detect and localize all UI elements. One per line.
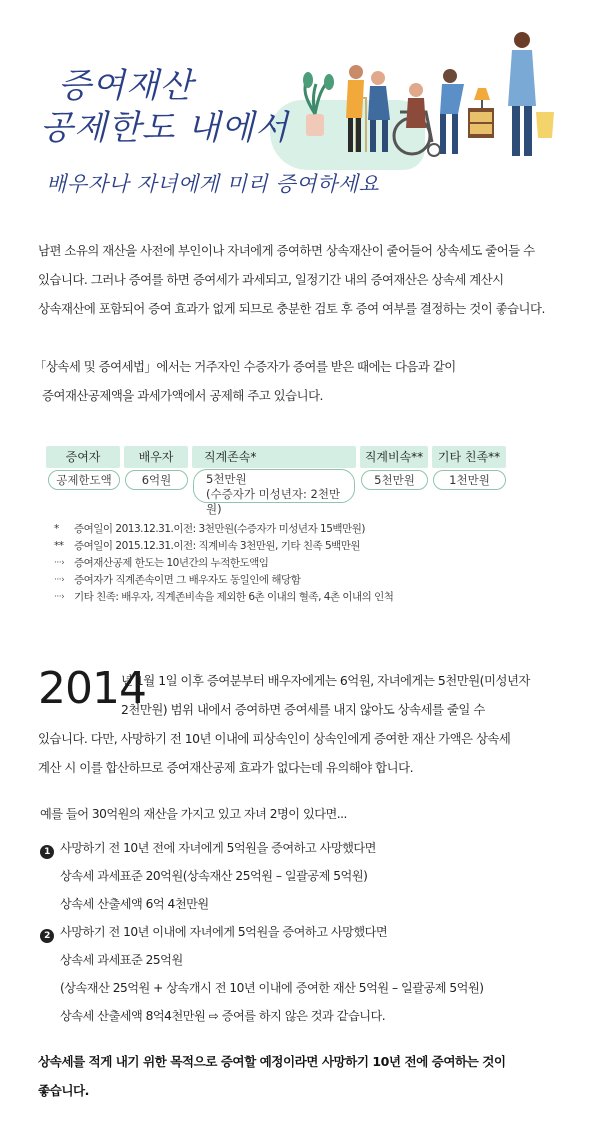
intro-line: 상속재산에 포함되어 증여 효과가 없게 되므로 충분한 검토 후 증여 여부를 결정하는 것이 좋습니다. — [38, 301, 545, 316]
footnote-mark: * — [54, 523, 59, 535]
table-cell-spouse: 6억원 — [125, 470, 188, 490]
arrow-icon: ···› — [54, 558, 65, 568]
case2-line: 상속세 과세표준 25억원 — [60, 953, 183, 967]
plant-icon — [303, 72, 334, 136]
footnote-item — [54, 589, 393, 606]
table-header-ascendant: 직계존속* — [192, 446, 356, 468]
hero-title-line1: 증여재산 — [58, 66, 194, 106]
footnote-item — [54, 555, 393, 572]
hero-title-line2: 공제한도 내에서 — [40, 108, 289, 148]
section2-line: 년 1월 1일 이후 증여분부터 배우자에게는 6억원, 자녀에게는 5천만원(미성년자 — [121, 673, 530, 688]
footnote-text: 기타 친족: 배우자, 직계존비속을 제외한 6촌 이내의 혈족, 4촌 이내의 인척 — [74, 591, 394, 603]
table-header-other-relatives: 기타 친족** — [432, 446, 506, 468]
example-intro: 예를 들어 30억원의 재산을 가지고 있고 자녀 2명이 있다면... — [40, 807, 347, 821]
intro-line: 남편 소유의 재산을 사전에 부인이나 자녀에게 증여하면 상속재산이 줄어들어 상속세도 줄어들 수 — [38, 243, 535, 258]
footnote-mark: ** — [54, 540, 64, 552]
footnotes — [54, 521, 393, 606]
number-badge-2: 2 — [40, 929, 54, 943]
conclusion-paragraph — [38, 1047, 573, 1105]
ascendant-minor-amount: (수증자가 미성년자: 2천만원) — [206, 487, 341, 516]
table-row-label: 공제한도액 — [48, 470, 120, 490]
ascendant-amount: 5천만원 — [206, 472, 247, 486]
table-header-descendant: 직계비속** — [360, 446, 428, 468]
footnote-text: 증여자가 직계존속이면 그 배우자도 동일인에 해당함 — [74, 574, 301, 586]
case2-line: (상속재산 25억원 + 상속개시 전 10년 이내에 증여한 재산 5억원 – 일괄공제 5억원) — [60, 981, 484, 995]
conclusion-line: 상속세를 적게 내기 위한 목적으로 증여할 예정이라면 사망하기 10년 전에 증여하는 것이 — [38, 1054, 506, 1069]
year-highlight: 2014 — [38, 663, 146, 714]
intro-line: 있습니다. 그러나 증여를 하면 증여세가 과세되고, 일정기간 내의 증여재산은 상속세 계산시 — [38, 272, 504, 287]
law-note-paragraph — [34, 352, 564, 410]
side-table-icon — [468, 88, 494, 138]
intro-paragraph — [38, 236, 568, 323]
section2-paragraph-top — [121, 666, 571, 724]
case1-line: 상속세 산출세액 6억 4천만원 — [60, 897, 209, 911]
case2-title-text: 사망하기 전 10년 이내에 자녀에게 5억원을 증여하고 사망했다면 — [60, 925, 388, 939]
footnote-text: 증여일이 2015.12.31.이전: 직계비속 3천만원, 기타 친족 5백만원 — [74, 540, 361, 552]
example-section — [40, 800, 570, 1030]
case1-title-text: 사망하기 전 10년 전에 자녀에게 5억원을 증여하고 사망했다면 — [60, 841, 376, 855]
section2-line: 있습니다. 다만, 사망하기 전 10년 이내에 피상속인이 상속인에게 증여한 재산 가액은 상속세 — [38, 731, 511, 746]
hero-banner — [0, 0, 600, 215]
woman-with-bag-figure — [508, 32, 554, 156]
conclusion-line: 좋습니다. — [38, 1083, 89, 1098]
section2-line: 계산 시 이를 합산하므로 증여재산공제 효과가 없다는데 유의해야 합니다. — [38, 760, 414, 775]
helper-figure — [440, 69, 464, 154]
case2-title — [40, 918, 570, 946]
section2-line: 2천만원) 범위 내에서 증여하면 증여세를 내지 않아도 상속세를 줄일 수 — [121, 702, 485, 717]
arrow-icon: ···› — [54, 592, 65, 602]
family-illustration — [300, 28, 560, 170]
footnote-item — [54, 521, 393, 538]
table-cell-descendant: 5천만원 — [361, 470, 428, 490]
wheelchair-icon — [394, 83, 440, 156]
table-header-donor: 증여자 — [46, 446, 120, 468]
arrow-icon: ···› — [54, 575, 65, 585]
footnote-item — [54, 572, 393, 589]
law-note-line: 증여재산공제액을 과세가액에서 공제해 주고 있습니다. — [42, 388, 323, 403]
table-cell-other-relatives: 1천만원 — [433, 470, 506, 490]
footnote-item — [54, 538, 393, 555]
footnote-text: 증여재산공제 한도는 10년간의 누적한도액임 — [74, 557, 269, 569]
footnote-text: 증여일이 2013.12.31.이전: 3천만원(수증자가 미성년자 15백만원) — [74, 523, 365, 535]
number-badge-1: 1 — [40, 845, 54, 859]
section2-paragraph-bottom — [38, 724, 573, 782]
law-note-line: 「상속세 및 증여세법」에서는 거주자인 수증자가 증여를 받은 때에는 다음과 같이 — [34, 359, 456, 374]
table-header-spouse: 배우자 — [124, 446, 188, 468]
case1-line: 상속세 과세표준 20억원(상속재산 25억원 – 일괄공제 5억원) — [60, 869, 368, 883]
table-cell-ascendant — [193, 469, 355, 516]
case2-line: 상속세 산출세액 8억4천만원 ⇨ 증여를 하지 않은 것과 같습니다. — [60, 1009, 386, 1023]
hero-subtitle: 배우자나 자녀에게 미리 증여하세요 — [46, 172, 380, 196]
case1-title — [40, 834, 570, 862]
